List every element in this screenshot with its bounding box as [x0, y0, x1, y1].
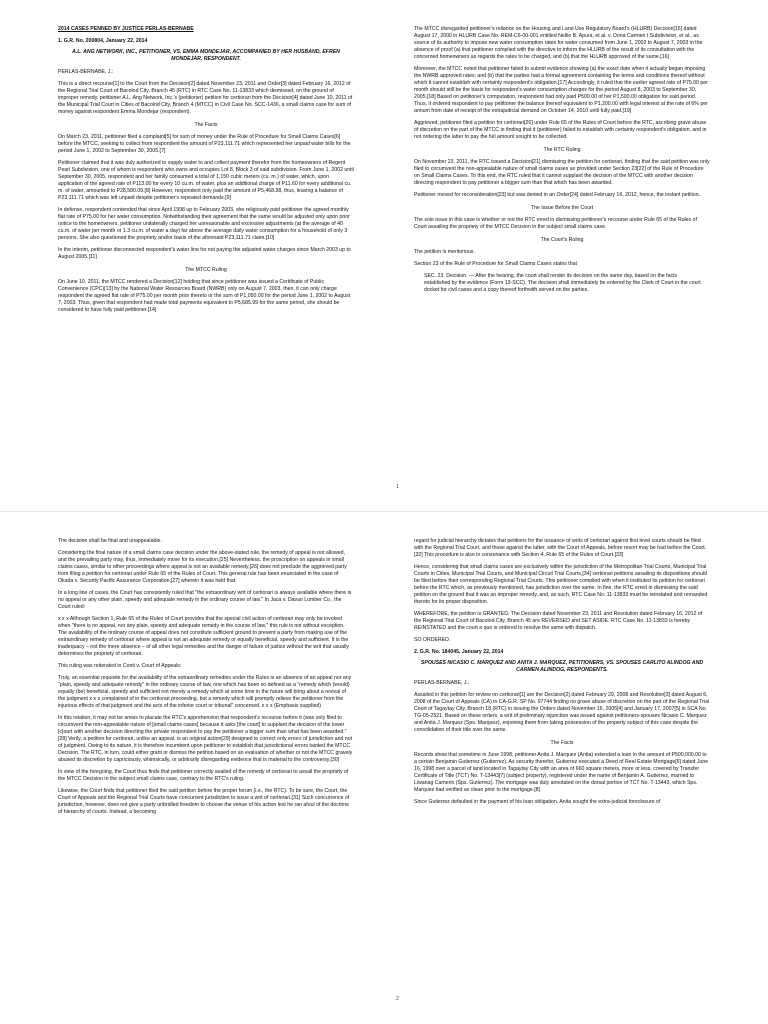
page-number: 2: [396, 996, 399, 1002]
paragraph: Aggrieved, petitioner filed a petition for certiorari[20] under Rule 65 of the Rules of Court before the RTC, ascribing grave abuse of discretion on the part of the MTCC in finding that it (petitioner) failed to establish with certainty respondent's obligation, and in not ordering the latter to pay the full amount sought to be collected.: [414, 120, 707, 140]
paragraph: Petitioner claimed that it was duly authorized to supply water to and collect payment therefor from the homeowners of Regent Pearl Subdivision, one of whom is respondent who owns and occupies Lot 8, Block 3 of said subdivision. From June 1, 2002 until September 30, 2005, respondent and her family consumed a total of 1,150 cubic meters (cu. m.) of water, which, upon application of the agreed rate of P113.00 for every 10 cu.m. of water, plus an additional charge of P11.60 for every additional cu. m. of water, amounted to P28,580.09.[8] However, respondent only paid the amount of P5,468.38, thus, leaving a balance of P23,111.71 which was left unpaid despite petitioner's repeated demands.[9]: [58, 160, 354, 201]
paragraph: The decision shall be final and unappealable.: [58, 538, 162, 544]
case-number: 1. G.R. No. 200804, January 22, 2014: [58, 38, 148, 44]
paragraph: Likewise, the Court finds that petitioner filed the said petition before the proper forum (i.e., the RTC). To be sure, the Court, the Court of Appeals and the Regional Trial Courts have concurrent jurisdiction to issue a writ of certiorari.[31] Such concurrence of jurisdiction, however, does not give a party unbridled freedom to choose the venue of his action lest he ran afoul of the doctrine of hierarchy of courts. Instead, a becoming: [58, 788, 350, 815]
paragraph: The petition is meritorious.: [414, 249, 475, 255]
paragraph: In view of the foregoing, the Court thus finds that petitioner correctly availed of the remedy of certiorari to assail the propriety of the MTCC Decision in the subject small claims case, contrary to the RTC's ruling.: [58, 769, 349, 782]
section-heading: The RTC Ruling: [543, 147, 581, 153]
page-2-right-column: [414, 538, 710, 1000]
paragraph: Moreover, the MTCC noted that petitioner failed to submit evidence showing (a) the exact date when it actually began imposing the NWRB approved rates; and (b) that the parties had a formal agreement containing the terms and conditions thereof without which it cannot establish with certainty respondent's obligation.[17] Accordingly, it ruled that the earlier agreed rate of P75.00 per month should still be the basis for respondent's water consumption charges for the period August 8, 2003 to September 30, 2005.[18] Based on petitioner's computation, respondent had only paid P500.00 of her P1,500.00 obligation for said period. Thus, it ordered respondent to pay petitioner the balance thereof equivalent to P1,200.00 with legal interest at the rate of 6% per annum from date of receipt of the extrajudicial demand on October 14, 2010 until fully paid.[19]: [414, 66, 708, 114]
section-heading: The MTCC Ruling: [185, 267, 227, 273]
paragraph: regard for judicial hierarchy dictates that petitions for the issuance of writs of certiorari against first level courts should be filed with the Regional Trial Court, and those against the latter, with the Court of Appeals, before resort may be had before the Court.[32] This procedure is also in consonance with Section 4, Rule 65 of the Rules of Court.[33]: [414, 538, 707, 558]
page-2-left-column: [58, 538, 354, 1000]
paragraph: On March 23, 2011, petitioner filed a complaint[5] for sum of money under the Rule of Procedure for Small Claims Cases[6] before the MTCC, seeking to collect from respondent the amount of P23,111.71 which represented her unpaid water bills for the period June 1, 2002 to September 30, 2005.[7]: [58, 134, 351, 154]
section-heading: The Issue Before the Court: [530, 205, 594, 211]
page-1-left-column: [58, 26, 354, 488]
case-number: 2. G.R. No. 184045, January 22, 2014: [414, 649, 504, 655]
paragraph: In defense, respondent contended that since April 1998 up to February 2003, she religiously paid petitioner the agreed monthly flat rate of P75.00 for her water consumption. Notwithstanding their agreement that the same would be adjusted only upon prior notice to the homeowners, petitioner unilaterally charged her unreasonable and excessive adjustments (at the average of 40 cu.m. of water per month or 1.3 cu.m. of water a day) far above the average daily water consumption for a household of only 3 persons. She also questioned the propriety and/or basis of the aforesaid P23,111.71 claim.[10]: [58, 207, 350, 241]
quoted-provision: SEC. 23. Decision. — After the hearing, the court shall render its decision on the same day, based on the facts established by the evidence (Form 13-SCC). The decision shall immediately be entered by the Clerk of Court in the court docket for civil cases and a copy thereof forthwith served on the parties.: [424, 273, 701, 293]
paragraph: In a long line of cases, the Court has consistently ruled that "the extraordinary writ of certiorari is always available where there is no appeal or any other plain, speedy and adequate remedy in the ordinary course of law." In Jaca v. Davao Lumber Co., the Court ruled:: [58, 590, 352, 610]
page-1-right-column: [414, 26, 710, 488]
ponente: PERLAS-BERNABE, J.:: [58, 69, 114, 75]
paragraph: Petitioner moved for reconsideration[23] but was denied in an Order[24] dated February 16, 2012, hence, the instant petition.: [414, 192, 701, 198]
paragraph: The sole issue in this case is whether or not the RTC erred in dismissing petitioner's recourse under Rule 65 of the Rules of Court assailing the propriety of the MTCC Decision in the subject small claims case.: [414, 217, 697, 230]
paragraph: Hence, considering that small claims cases are exclusively within the jurisdiction of the Metropolitan Trial Courts, Municipal Trial Courts in Cities, Municipal Trial Courts, and Municipal Circuit Trial Courts,[34] certiorari petitions assailing its dispositions should be filed before their corresponding Regional Trial Courts. This petitioner complied with when it instituted its petition for certiorari before the RTC which, as previously mentioned, has jurisdiction over the same. In fine, the RTC erred in dismissing the said petition on the ground that it was an improper remedy, and, as such, RTC Case No. 11-13833 must be reinstated and remanded thereto for its proper disposition.: [414, 564, 708, 605]
paragraph: WHEREFORE, the petition is GRANTED. The Decision dated November 23, 2011 and Resolution dated February 16, 2012 of the Regional Trial Court of Bacolod City, Branch 45 are REVERSED and SET ASIDE. RTC Case No. 11-13833 is hereby REINSTATED and the court a quo is ordered to resolve the same with dispatch.: [414, 611, 703, 631]
paragraph: On November 23, 2011, the RTC issued a Decision[21] dismissing the petition for certiorari, finding that the said petition was only filed to circumvent the non-appealable nature of small claims cases as provided under Section 23[22] of the Rule of Procedure on Small Claims Cases. To this end, the RTC ruled that it cannot supplant the decision of the MTCC with another decision directing respondent to pay petitioner a bigger sum than that which has been awarded.: [414, 159, 710, 186]
paragraph: This is a direct recourse[1] to the Court from the Decision[2] dated November 23, 2011 and Order[3] dated February 16, 2012 of the Regional Trial Court of Bacolod City, Branch 45 (RTC) in RTC Case No. 11-13833 which dismissed, on the ground of improper remedy, petitioner A.L. Ang Network, Inc.'s (petitioner) petition for certiorari from the Decision[4] dated June 10, 2011 of the Municipal Trial Court in Cities of Bacolod City, Branch 4 (MTCC) in Civil Case No. SCC-1436, a small claims case for sum of money against respondent Emma Mondejar (respondent).: [58, 81, 353, 115]
paragraph: Considering the final nature of a small claims case decision under the above-stated rule, the remedy of appeal is not allowed, and the prevailing party may, thus, immediately move for its execution.[25] Nevertheless, the proscription on appeals in small claims cases, similar to other proceedings where appeal is not an available remedy,[26] does not preclude the aggrieved party from filing a petition for certiorari under Rule 65 of the Rules of Court. This general rule has been enunciated in the case of Okada v. Security Pacific Assurance Corporation,[27] wherein it was held that:: [58, 550, 347, 584]
paragraph: Assailed in this petition for review on certiorari[1] are the Decision[2] dated February 29, 2008 and Resolution[3] dated August 6, 2008 of the Court of Appeals (CA) in CA-G.R. SP No. 97744 finding no grave abuse of discretion on the part of the Regional Trial Court of Tagaytay City, Branch 18 (RTC) in issuing the Orders dated November 16, 2005[4] and January 17, 2007[5] in SCA No. TG-05-2521. Based on these orders, a writ of preliminary injunction was issued against petitioners-spouses Nicasio C. Marquez and Anita J. Marquez (Sps. Marquez), enjoining them from taking possession of the property subject of this case despite the consolidation of their title over the same.: [414, 692, 710, 733]
paragraph: In this relation, it may not be amiss to placate the RTC's apprehension that respondent's recourse before it (was only filed to circumvent the non-appealable nature of [small claims cases] because it asks [the court] to supplant the decision of the lower [c]ourt with another decision directing the private respondent to pay the petitioner a bigger sum than what has been awarded."[28] Verily, a petition for certiorari, unlike an appeal, is an original action[29] designed to correct only errors of jurisdiction and not of judgment. Owing to its nature, it is therefore incumbent upon petitioner to establish that jurisdictional errors tainted the MTCC Decision. The RTC, in turn, could either grant or dismiss the petition based on an evaluation of whether or not the MTCC gravely abused its discretion by capriciously, whimsically, or arbitrarily disregarding evidence that is material to the controversy.[30]: [58, 715, 353, 763]
paragraph: x x x Although Section 1, Rule 65 of the Rules of Court provides that the special civil action of certiorari may only be invoked when "there is no appeal, nor any plain, speedy and adequate remedy in the course of law," this rule is not without exception. The availability of the ordinary course of appeal does not constitute sufficient ground to prevent a party from making use of the extraordinary remedy of certiorari where appeal is not an adequate remedy or equally beneficial, speedy and sufficient. It is the inadequacy – not the mere absence – of all other legal remedies and the danger of failure of justice without the writ that usually determines the propriety of certiorari.: [58, 616, 349, 657]
ponente: PERLAS-BERNABE, J.:: [414, 680, 470, 686]
case-caption: SPOUSES NICASIO C. MARQUEZ AND ANITA J. MARQUEZ, PETITIONERS, VS. SPOUSES CARLITO ALINDOG AND CARMEN ALINDOG, RESPONDENTS.: [420, 660, 704, 673]
paragraph: On June 10, 2011, the MTCC rendered a Decision[12] holding that since petitioner was issued a Certificate of Public Convenience (CPC)[13] by the National Water Resources Board (NWRB) only on August 7, 2003, then, it can only charge respondent the agreed flat rate of P75.00 per month prior thereto or the sum of P1,050.00 for the period June 1, 2002 to August 7, 2003. Thus, given that respondent had made total payments equivalent to P5,685.99 for the same period, she should be considered to have fully paid petitioner.[14]: [58, 279, 351, 313]
section-heading: The Facts: [550, 740, 574, 746]
paragraph: Since Gutierrez defaulted in the payment of his loan obligation, Anita sought the extra-judicial foreclosure of: [414, 799, 661, 805]
paragraph: SO ORDERED.: [414, 637, 451, 643]
paragraph: In the interim, petitioner disconnected respondent's water line for not paying the adjusted water charges since March 2003 up to August 2005.[11]: [58, 247, 351, 260]
page-number: 1: [396, 484, 399, 490]
document-page-2: [0, 512, 768, 1024]
paragraph: Section 23 of the Rule of Procedure for Small Claims Cases states that: [414, 261, 577, 267]
paragraph: This ruling was reiterated in Conti v. Court of Appeals:: [58, 663, 182, 669]
section-heading: The Court's Ruling: [540, 237, 584, 243]
document-title: 2014 CASES PENNED BY JUSTICE PERLAS-BERNABE: [58, 26, 194, 32]
section-heading: The Facts: [194, 122, 218, 128]
paragraph: The MTCC disregarded petitioner's reliance on the Housing and Land Use Regulatory Board's (HLURB) Decision[15] dated August 17, 2000 in HLURB Case No. REM-C6-00-001 entitled Nellie B. Apura, et al. v. Dona Carmen I Subdivision, et al., as source of its authority to impose new water consumption rates for water consumed from June 1, 2002 to August 7, 2003 in the absence of proof (a) that petitioner complied with the directive to inform the HLURB of the result of its consultation with the concerned homeowners as regards the rates to be charged, and (b) that the HLURB approved of the same.[16]: [414, 26, 703, 60]
case-caption: A.L. ANG NETWORK, INC., PETITIONER, VS. EMMA MONDEJAR, ACCOMPANIED BY HER HUSBAND, EFREN MONDEJAR, RESPONDENT.: [72, 49, 340, 62]
paragraph: Records show that sometime in June 1998, petitioner Anita J. Marquez (Anita) extended a loan in the amount of P500,000.00 to a certain Benjamin Gutierrez (Gutierrez). As security therefor, Gutierrez executed a Deed of Real Estate Mortgage[6] dated June 16, 1998 over a parcel of land located in Tagaytay City with an area of 660 square meters, more or less, covered by Transfer Certificate of Title (TCT) No. T-13443[7] (subject property), registered under the name of Benjamin A. Gutierrez, married to Liwanag Camerin (Sps. Gutierrez). The mortgage was duly annotated on the dorsal portion of TCT No. T-13443, which Sps. Marquez had verified as clean prior to the mortgage.[8]: [414, 752, 709, 793]
paragraph: Truly, an essential requisite for the availability of the extraordinary remedies under the Rules is an absence of an appeal nor any "plain, speedy and adequate remedy" in the ordinary course of law, one which has been so defined as a "remedy which (would) equally (be) beneficial, speedy and sufficient not merely a remedy which at some time in the future will bring about a revival of the judgment x x x complained of in the certiorari proceeding, but a remedy which will promptly relieve the petitioner from the injurious effects of that judgment and the acts of the inferior court or tribunal" concerned. x x x (Emphasis supplied): [58, 675, 352, 709]
